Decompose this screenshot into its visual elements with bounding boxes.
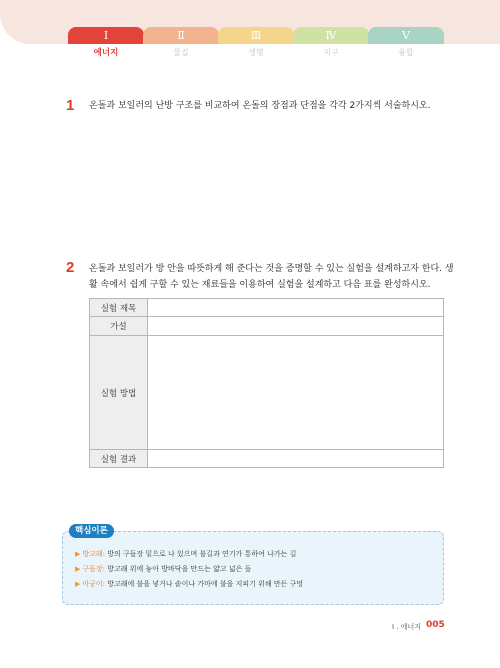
list-item [75,577,303,592]
term: 방고래: [82,550,106,558]
question-2-text-line1: 온돌과 보일러가 방 안을 따뜻하게 해 준다는 것을 증명할 수 있는 실험을 설계하고자 한다. 생 [89,264,454,274]
key-theory-box [62,531,444,605]
tab-energy[interactable] [68,27,144,67]
table-row [90,336,444,450]
tab-convergence[interactable] [368,27,444,67]
question-2-text-line2: 활 속에서 쉽게 구할 수 있는 재료들을 이용하여 실험을 설계하고 다음 표를 완성하시오. [89,280,431,290]
tab-life[interactable] [218,27,294,67]
tab-numeral: Ⅲ [218,27,294,44]
term: 아궁이: [82,580,106,588]
tab-numeral: Ⅰ [68,27,144,44]
triangle-bullet-icon: ▶ [75,550,81,558]
tab-label: 생명 [248,48,264,57]
tab-numeral: Ⅳ [293,27,369,44]
tab-numeral: Ⅴ [368,27,444,44]
table-row [90,299,444,317]
page-number: 005 [426,620,445,630]
list-item [75,562,303,577]
term: 구들장: [82,565,106,573]
row-header-hypothesis: 가설 [90,317,148,336]
table-row [90,450,444,468]
title-cell[interactable] [148,299,444,317]
row-header-title: 실험 제목 [90,299,148,317]
tab-label: 물질 [173,48,189,57]
table-row [90,317,444,336]
tab-matter[interactable] [143,27,219,67]
tab-numeral: Ⅱ [143,27,219,44]
question-1-number: 1 [66,97,75,114]
row-header-method: 실험 방법 [90,336,148,450]
answer-area-1[interactable] [89,120,444,250]
question-2-number: 2 [66,259,75,276]
experiment-table [89,298,444,468]
tab-label: 지구 [323,48,339,57]
tab-earth[interactable] [293,27,369,67]
definition: 방고래 위에 놓아 방바닥을 만드는 얇고 넓은 돌 [105,565,252,573]
chapter-tabs [68,27,444,67]
result-cell[interactable] [148,450,444,468]
key-theory-badge: 핵심이론 [69,524,114,538]
hypothesis-cell[interactable] [148,317,444,336]
list-item [75,547,303,562]
footer-section: Ⅰ . 에너지 [392,623,422,631]
theory-list [75,547,303,592]
method-cell[interactable] [148,336,444,450]
triangle-bullet-icon: ▶ [75,565,81,573]
row-header-result: 실험 결과 [90,450,148,468]
tab-label: 에너지 [93,48,119,58]
tab-label: 융합 [398,48,414,57]
triangle-bullet-icon: ▶ [75,580,81,588]
question-1-text: 온돌과 보일러의 난방 구조를 비교하여 온돌의 장점과 단점을 각각 2가지씩 서술하시오. [89,101,431,111]
definition: 방고래에 불을 넣거나 솥이나 가마에 불을 지피기 위해 만든 구멍 [105,580,304,588]
definition: 방의 구들장 밑으로 나 있으며 불길과 연기가 통하여 나가는 길 [105,550,297,558]
